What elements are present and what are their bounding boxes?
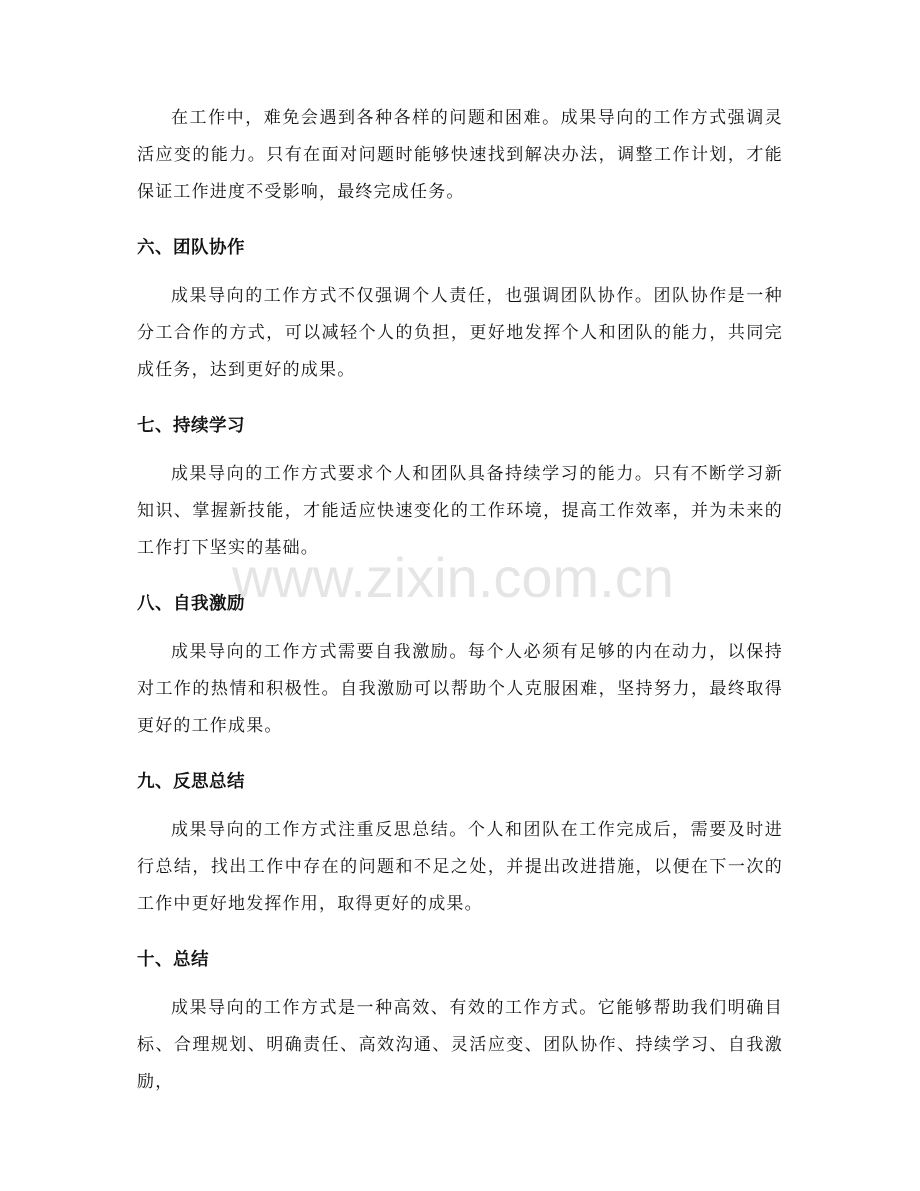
section-heading-self-motivation: 八、自我激励 (137, 594, 245, 614)
section-paragraph-summary: 成果导向的工作方式是一种高效、有效的工作方式。它能够帮助我们明确目标、合理规划、明确责任、高效沟通、灵活应变、团队协作、持续学习、自我激励， (137, 998, 783, 1092)
section-heading-reflection: 九、反思总结 (137, 772, 245, 792)
section-paragraph-teamwork: 成果导向的工作方式不仅强调个人责任，也强调团队协作。团队协作是一种分工合作的方式，可以减轻个人的负担，更好地发挥个人和团队的能力，共同完成任务，达到更好的成果。 (137, 286, 783, 380)
watermark: www.zixin.com.cn (232, 546, 674, 609)
section-paragraph-continuous-learning: 成果导向的工作方式要求个人和团队具备持续学习的能力。只有不断学习新知识、掌握新技能，才能适应快速变化的工作环境，提高工作效率，并为未来的工作打下坚实的基础。 (137, 464, 783, 558)
document-page (137, 100, 783, 1101)
section-heading-summary: 十、总结 (137, 950, 209, 970)
section-paragraph-self-motivation: 成果导向的工作方式需要自我激励。每个人必须有足够的内在动力，以保持对工作的热情和积极性。自我激励可以帮助个人克服困难，坚持努力，最终取得更好的工作成果。 (137, 642, 783, 736)
section-heading-continuous-learning: 七、持续学习 (137, 416, 245, 436)
section-heading-teamwork: 六、团队协作 (137, 238, 245, 258)
section-paragraph-reflection: 成果导向的工作方式注重反思总结。个人和团队在工作完成后，需要及时进行总结，找出工作中存在的问题和不足之处，并提出改进措施，以便在下一次的工作中更好地发挥作用，取得更好的成果。 (137, 820, 783, 914)
intro-paragraph: 在工作中，难免会遇到各种各样的问题和困难。成果导向的工作方式强调灵活应变的能力。只有在面对问题时能够快速找到解决办法，调整工作计划，才能保证工作进度不受影响，最终完成任务。 (137, 108, 783, 202)
